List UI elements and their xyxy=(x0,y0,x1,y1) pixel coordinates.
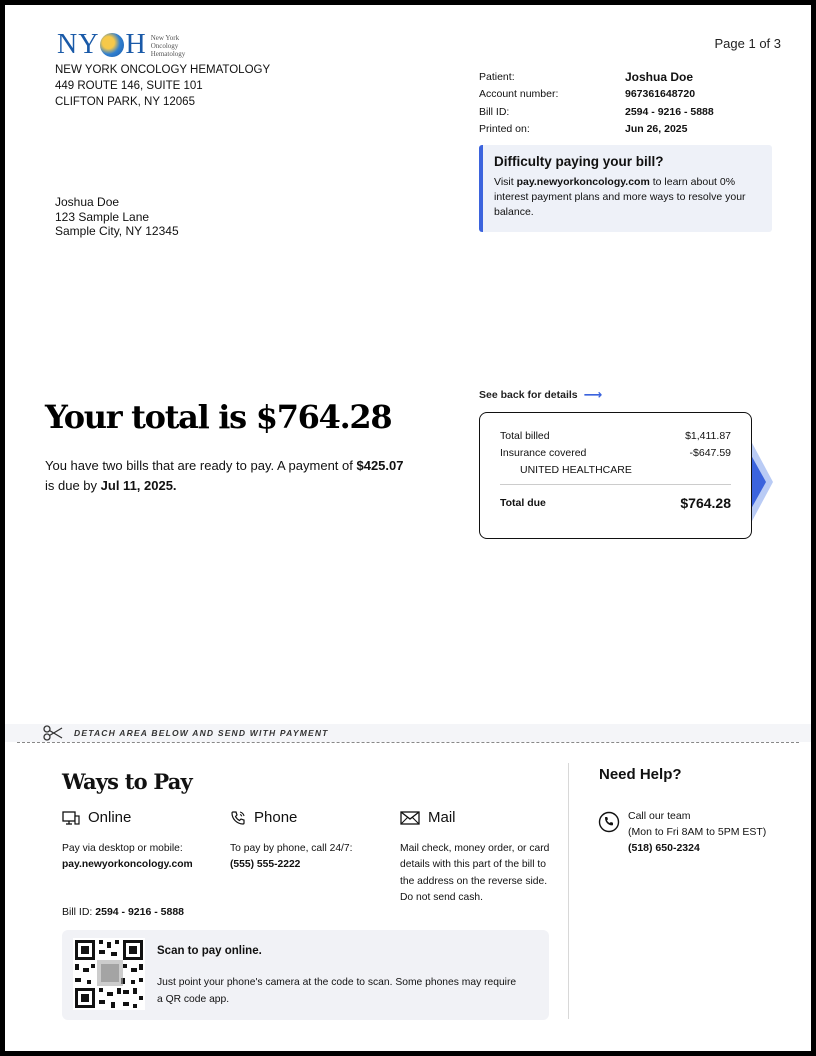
total-description: You have two bills that are ready to pay. A payment of $425.07 is due by Jul 11, 2025. xyxy=(45,458,404,493)
help-phone-number[interactable]: (518) 650-2324 xyxy=(628,842,700,854)
account-row: Account number: 967361648720 xyxy=(479,86,714,103)
account-number: 967361648720 xyxy=(625,88,696,101)
printed-row: Printed on: Jun 26, 2025 xyxy=(479,121,714,138)
page-number: Page 1 of 3 xyxy=(714,36,781,51)
total-due-value: $764.28 xyxy=(680,495,731,511)
patient-info xyxy=(479,69,714,138)
logo-wordmark: NY H xyxy=(57,29,147,60)
total-due-row: Total due $764.28 xyxy=(500,495,731,511)
scissors-icon xyxy=(42,724,64,742)
help-title: Need Help? xyxy=(599,766,682,783)
printed-date: Jun 26, 2025 xyxy=(625,122,688,135)
computer-icon xyxy=(62,810,80,826)
patient-row: Patient: Joshua Doe xyxy=(479,69,714,86)
difficulty-text: Visit pay.newyorkoncology.com to learn about 0% interest payment plans and more ways to resolve your balance. xyxy=(494,176,746,218)
difficulty-paying-callout xyxy=(479,145,772,232)
mail-description: Mail check, money order, or card details with this part of the bill to the address on the reverse side. Do not send cash. xyxy=(400,843,550,903)
payment-site-link[interactable]: pay.newyorkoncology.com xyxy=(516,176,650,188)
total-billed-value: $1,411.87 xyxy=(685,430,731,442)
bill-summary-card xyxy=(479,412,752,539)
online-description: Pay via desktop or mobile: pay.newyorkoncology.com xyxy=(62,843,193,871)
patient-name: Joshua Doe xyxy=(625,70,694,84)
help-contact: Call our team (Mon to Fri 8AM to 5PM EST) (518) 650-2324 xyxy=(628,810,767,854)
practice-address-line1: 449 ROUTE 146, SUITE 101 xyxy=(55,80,203,92)
detach-label: DETACH AREA BELOW AND SEND WITH PAYMENT xyxy=(74,728,329,738)
online-method: Online xyxy=(62,809,131,826)
mail-method: Mail xyxy=(400,809,456,826)
arrow-right-icon: ⟶ xyxy=(583,387,603,402)
practice-address-line2: CLIFTON PARK, NY 12065 xyxy=(55,96,195,108)
see-back-link[interactable]: See back for details ⟶ xyxy=(479,387,603,402)
company-logo xyxy=(57,31,201,59)
logo-subtitle: New York Oncology Hematology xyxy=(150,34,186,58)
recipient-address-line1: 123 Sample Lane xyxy=(55,209,150,224)
section-divider xyxy=(568,763,569,1019)
phone-circle-icon xyxy=(598,811,620,833)
bill-id: 2594 - 9216 - 5888 xyxy=(625,105,714,118)
insurer-name: UNITED HEALTHCARE xyxy=(520,464,632,476)
chevron-right-icon xyxy=(751,441,773,523)
qr-description: Just point your phone's camera at the code to scan. Some phones may require a QR code app. xyxy=(157,977,517,1005)
insurance-value: -$647.59 xyxy=(689,447,731,459)
pay-phone-number[interactable]: (555) 555-2222 xyxy=(230,859,301,871)
recipient-address-line2: Sample City, NY 12345 xyxy=(55,224,179,238)
logo-globe-icon xyxy=(100,33,124,57)
billid-row: Bill ID: 2594 - 9216 - 5888 xyxy=(479,104,714,121)
phone-icon xyxy=(230,810,246,826)
summary-divider xyxy=(500,484,731,485)
total-billed-row: Total billed $1,411.87 xyxy=(500,428,731,445)
detach-dashed-line xyxy=(17,742,799,743)
practice-address xyxy=(55,62,270,110)
recipient-name: Joshua Doe xyxy=(55,195,120,209)
online-pay-link[interactable]: pay.newyorkoncology.com xyxy=(62,859,193,871)
envelope-icon xyxy=(400,811,420,825)
bill-id-footer-value: 2594 - 9216 - 5888 xyxy=(95,906,185,918)
phone-method: Phone xyxy=(230,809,297,826)
payment-amount: $425.07 xyxy=(356,458,404,473)
phone-description: To pay by phone, call 24/7: (555) 555-2222 xyxy=(230,843,353,871)
bill-id-footer: Bill ID: 2594 - 9216 - 5888 xyxy=(62,906,185,918)
ways-to-pay-title: Ways to Pay xyxy=(62,769,192,794)
practice-name: NEW YORK ONCOLOGY HEMATOLOGY xyxy=(55,64,271,76)
due-date: Jul 11, 2025. xyxy=(100,478,177,493)
total-heading: Your total is $764.28 xyxy=(45,398,392,436)
insurance-row: Insurance covered -$647.59 xyxy=(500,445,731,462)
qr-title: Scan to pay online. xyxy=(157,945,262,957)
difficulty-title: Difficulty paying your bill? xyxy=(494,154,664,169)
recipient-address xyxy=(55,195,179,239)
qr-code[interactable] xyxy=(73,938,145,1010)
